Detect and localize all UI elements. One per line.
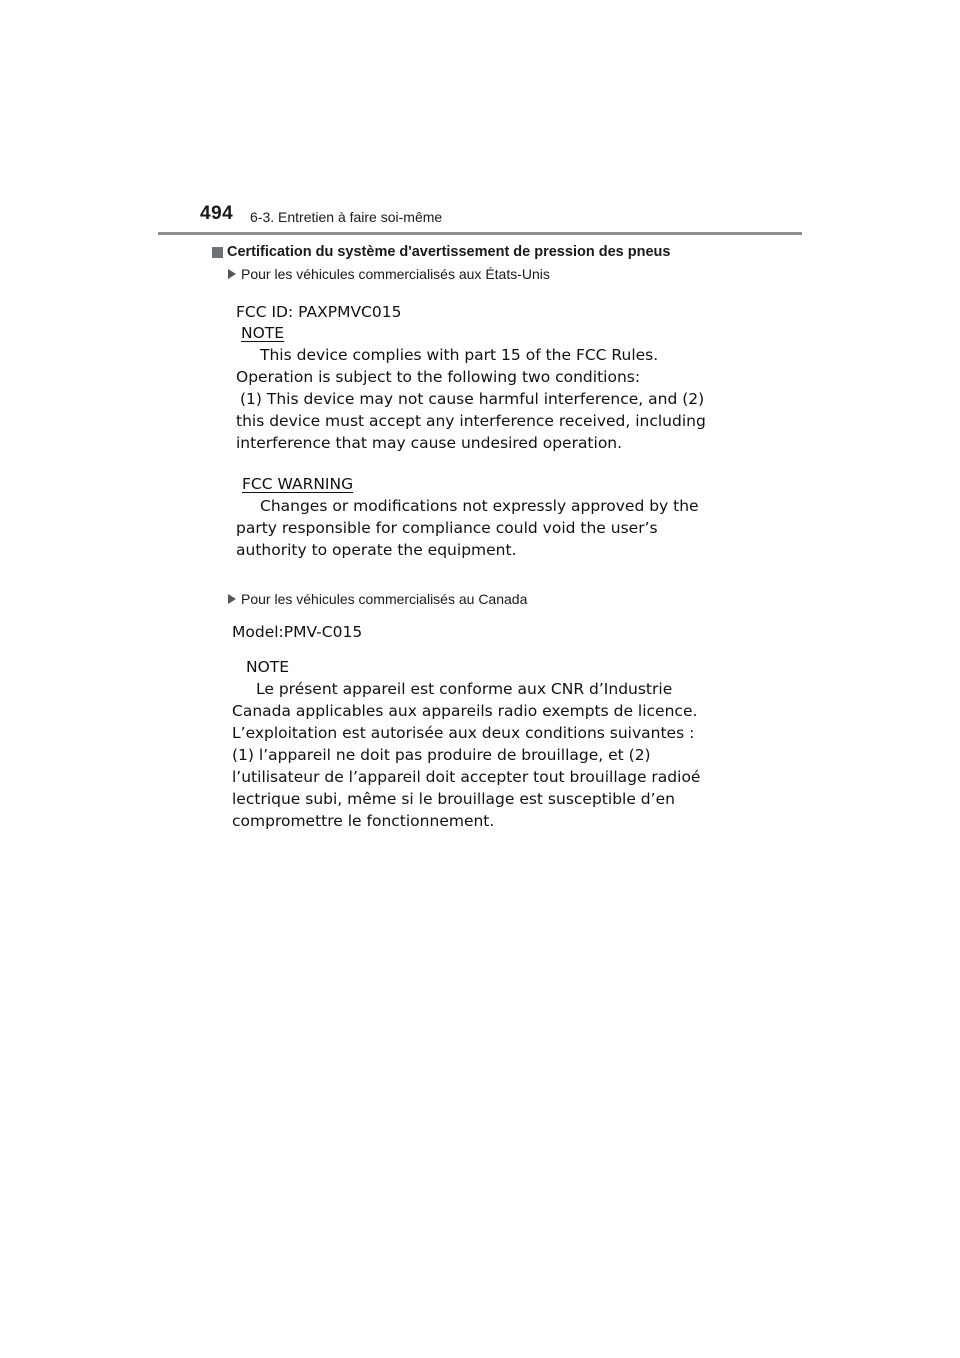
fcc-warning-line: Changes or modifications not expressly approved by the xyxy=(260,497,699,515)
square-bullet-icon xyxy=(212,247,223,258)
fcc-warning-line: party responsible for compliance could void the user’s xyxy=(236,519,658,537)
section-heading xyxy=(212,244,670,260)
subheading-canada xyxy=(228,591,527,607)
fcc-warning-title: FCC WARNING xyxy=(242,475,354,493)
canada-note-line: L’exploitation est autorisée aux deux conditions suivantes : xyxy=(232,724,695,742)
header-divider xyxy=(158,232,802,235)
canada-note-line: lectrique subi, même si le brouillage est susceptible d’en xyxy=(232,790,675,808)
us-note-line: This device complies with part 15 of the FCC Rules. xyxy=(260,346,659,364)
subheading-canada-text: Pour les véhicules commercialisés au Canada xyxy=(241,591,528,607)
us-note-line: this device must accept any interference received, including xyxy=(236,412,706,430)
canada-note-title: NOTE xyxy=(246,658,290,676)
us-note-title: NOTE xyxy=(241,324,285,342)
triangle-bullet-icon xyxy=(228,594,236,604)
canada-note-line: compromettre le fonctionnement. xyxy=(232,812,495,830)
canada-note-line: Le présent appareil est conforme aux CNR d’Industrie xyxy=(256,680,673,698)
section-title: 6-3. Entretien à faire soi-même xyxy=(250,209,443,225)
us-note-line: (1) This device may not cause harmful interference, and (2) xyxy=(240,390,705,408)
canada-note-line: (1) l’appareil ne doit pas produire de brouillage, et (2) xyxy=(232,746,651,764)
us-note-line: Operation is subject to the following two conditions: xyxy=(236,368,641,386)
fcc-warning-line: authority to operate the equipment. xyxy=(236,541,517,559)
fcc-id: FCC ID: PAXPMVC015 xyxy=(236,303,402,321)
us-note-line: interference that may cause undesired operation. xyxy=(236,434,623,452)
canada-note-line: l’utilisateur de l’appareil doit accepter tout brouillage radioé xyxy=(232,768,701,786)
subheading-us xyxy=(228,266,550,282)
canada-note-line: Canada applicables aux appareils radio exempts de licence. xyxy=(232,702,698,720)
subheading-us-text: Pour les véhicules commercialisés aux États-Unis xyxy=(241,266,550,282)
section-heading-text: Certification du système d'avertissement de pression des pneus xyxy=(227,244,671,260)
triangle-bullet-icon xyxy=(228,269,236,279)
model-number: Model:PMV-C015 xyxy=(232,623,363,641)
page-number: 494 xyxy=(200,203,234,224)
